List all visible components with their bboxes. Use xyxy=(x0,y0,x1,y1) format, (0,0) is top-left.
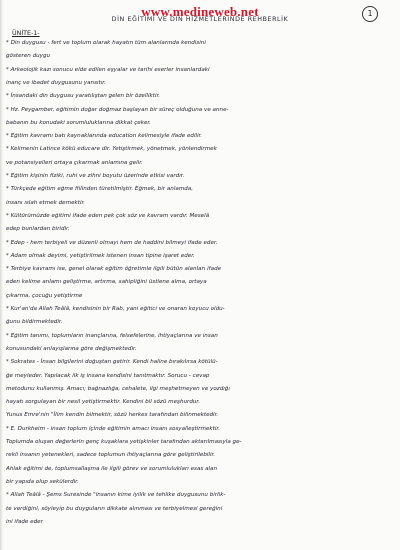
note-line: * Eğitim tanımı, toplumların inançlarına, felsefelerine, ihtiyaçlarına ve insan xyxy=(6,332,218,339)
note-line: inanç ve ibadet duygusunu yansıtır. xyxy=(6,79,106,86)
note-line: ğe meyleder. Yapılacak ilk iş insana kendisini tanıtmaktır. Sorucu - cevap xyxy=(6,372,210,379)
note-line: edep bunlardan biridir. xyxy=(6,226,70,233)
note-line: * İnsandaki din duygusu yaratılıştan gelen bir özelliktir. xyxy=(6,93,161,100)
note-line: * Kelimenin Latince kökü educare dir. Yetiştirmek, yönetmek, yönlendirmek xyxy=(6,146,217,153)
note-line: te verdiğini, söyleyip bu duyguların dikkate alınması ve terbiyelmesi gereğini xyxy=(6,505,223,512)
note-line: metodunu kullanmış. Amacı; bağnazlığa, cehalete, ilgi meşhetmeyen ve yozdığı xyxy=(6,385,230,392)
note-line: hayatı sorgulayan bir nesil yetiştirmektir. Kendini bil sözü meşhurdur. xyxy=(6,399,200,406)
note-line: * Edep - hem terbiyeli ve düzenli olmayı hem de haddini bilmeyi ifade eder. xyxy=(6,239,218,246)
note-line: * Allah Teâlâ - Şems Suresinde "insanın kime iyilik ve tehlike duygusunu birlik- xyxy=(6,492,226,499)
note-line: * Terbiye kavramı ise, genel olarak eğitim öğretimle ilgili bütün alanları ifade xyxy=(6,266,222,273)
note-line: * Din duygusu - fert ve toplum olarak hayatın tüm alanlarında kendisini xyxy=(6,40,206,46)
note-line: * Adam olmak deyimi, yetiştirilmek istenen insan tipine işaret eder. xyxy=(6,252,195,259)
note-line: * Kültürümüzde eğitimi ifade eden pek çok söz ve kavram vardır. Meselâ xyxy=(6,212,210,219)
note-line: konusundaki anlayışlarına göre değişmektedir. xyxy=(6,345,137,352)
note-line: * Eğitim kavramı batı kaynaklarında education kelimesiyle ifade edilir. xyxy=(6,133,203,140)
note-line: * Sokrates - İnsan bilgilerini doğuştan getirir. Kendi haline bırakılırsa kötülü- xyxy=(6,359,218,366)
note-line: insanı ıslah etmek demektir. xyxy=(6,199,86,206)
note-line: Ahlak eğitimi de, toplumsallaşma ile ilgili görev ve sorumlulukları esas alan xyxy=(6,465,218,472)
note-line: bir yapıda olup sekülerdir. xyxy=(6,478,79,485)
note-line: Toplumda oluşan değerlerin genç kuşaklara yetişkinler tarafından aktarılmasıyla ge- xyxy=(6,439,242,445)
page-title: DİN EĞİTİMİ VE DİN HİZMETLERİNDE REHBERLİK xyxy=(111,16,289,23)
note-line: ve potansiyelleri ortaya çıkarmak anlamına gelir. xyxy=(6,159,143,166)
note-line: * Eğitim kişinin fiziki, ruhi ve zihni boyutu üzerinde etkisi vardır. xyxy=(6,173,185,179)
page-number: 1 xyxy=(362,6,378,22)
note-line: ini ifade eder xyxy=(6,518,43,525)
note-line: * Hz. Peygamber, eğitimin doğar doğmaz başlayan bir süreç olduğuna ve anne- xyxy=(6,106,229,113)
note-line: gösteren duygu xyxy=(6,53,51,60)
note-line: çıkarma, çocuğu yetiştirme xyxy=(6,292,83,299)
note-line: rekli insanın yetenekleri, sadece toplumun ihtiyaçlarına göre geliştirilebilir. xyxy=(6,452,216,459)
note-line: eden kelime anlamı geliştirme, artırma, sahipliğini üstlene alma, ortaya xyxy=(6,279,207,286)
page-edge xyxy=(0,0,3,550)
note-line: babanın bu konudaki sorumluluklarına dikkat çeker. xyxy=(6,119,151,126)
site-watermark: www.medineweb.net xyxy=(141,4,259,19)
note-line: Yunus Emre'nin "İlim kendin bilmektir, sözü herkes tarafından bilinmektedir. xyxy=(6,412,219,419)
note-line: * E. Durkheim - insan toplum içinde eğitimin amacı insanı sosyalleştirmektir. xyxy=(6,425,220,432)
note-line: * Türkçede eğitim eğme fiilinden türetilmiştir. Eğmek, bir anlamda, xyxy=(6,186,194,193)
note-line: * Kur'an'da Allah Teâlâ, kendisinin bir Rab, yani eğitici ve onaran koyucu oldu- xyxy=(6,306,225,312)
note-line: * Arkeolojik kazı sonucu elde edilen eşyalar ve tarihi eserler insanlardaki xyxy=(6,66,210,73)
note-line: ğunu bildirmektedir. xyxy=(6,319,63,326)
unit-heading: ÜNİTE-1- xyxy=(12,30,40,37)
